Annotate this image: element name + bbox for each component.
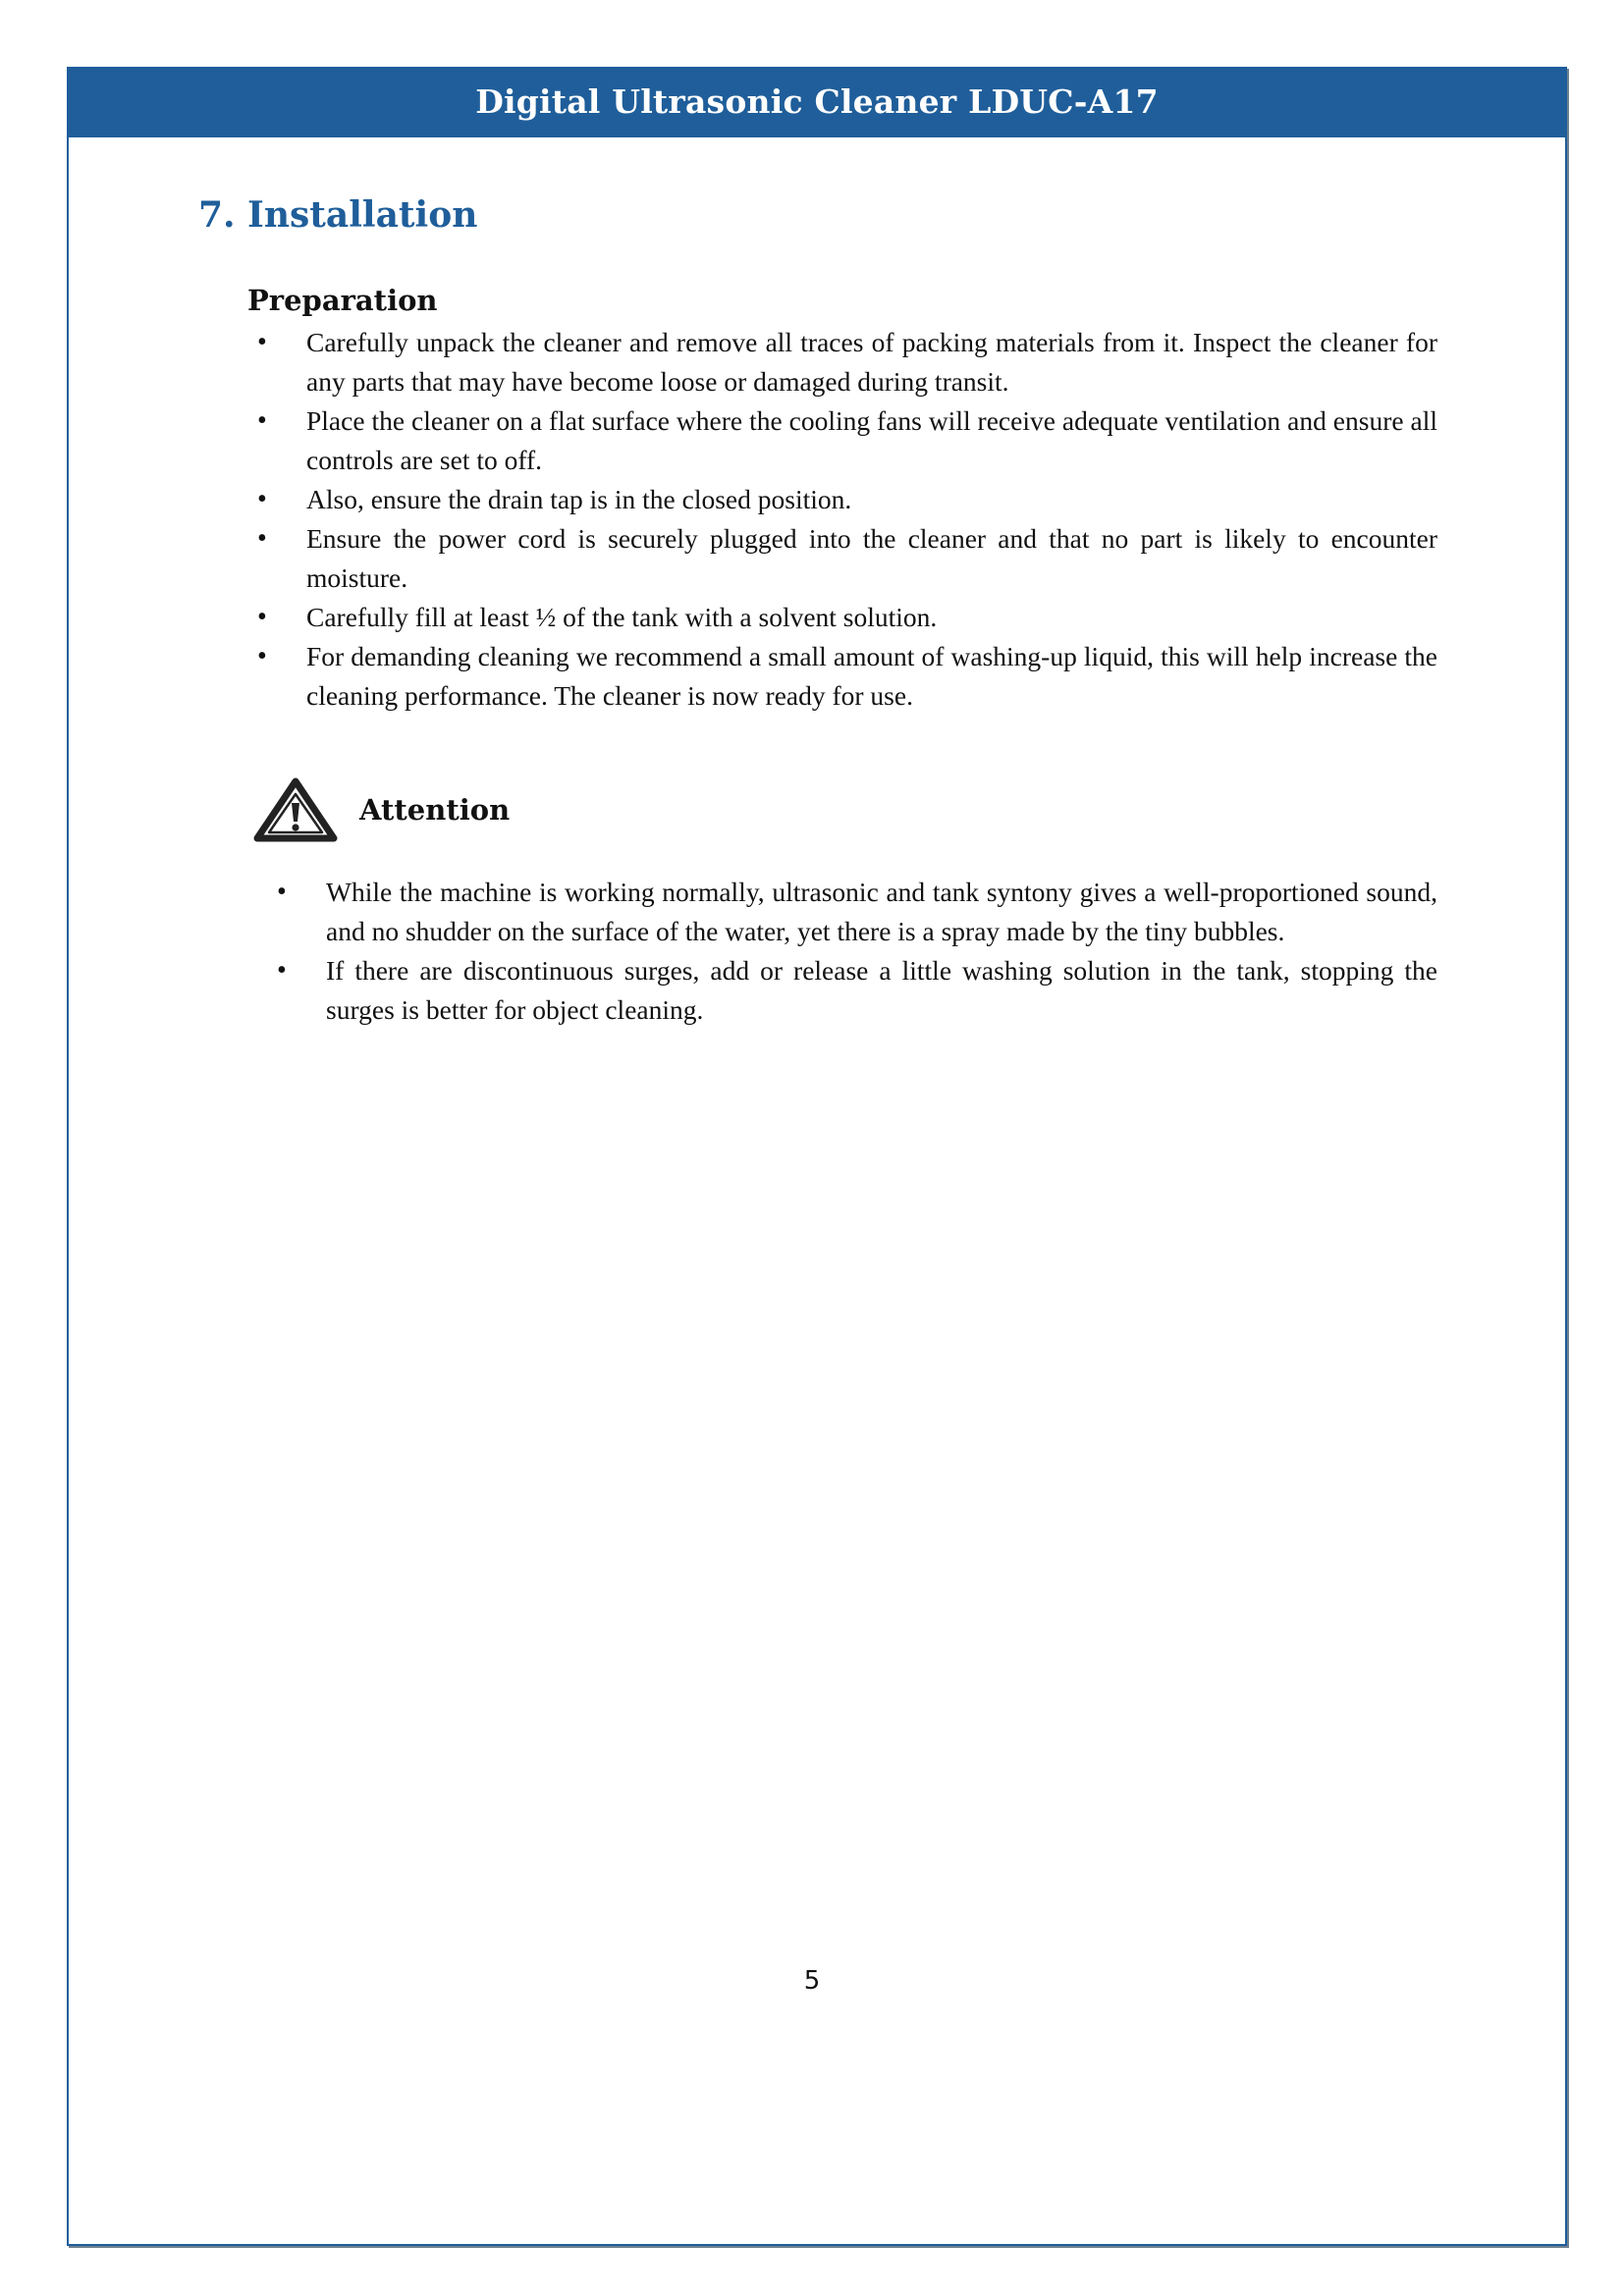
list-item: [247, 401, 1437, 480]
list-item: [247, 519, 1437, 598]
list-item: [267, 951, 1437, 1030]
bullet-icon: •: [257, 327, 267, 357]
list-item: [267, 873, 1437, 951]
warning-triangle-icon: [253, 777, 338, 842]
list-item-text: While the machine is working normally, ultrasonic and tank syntony gives a well-proportioned sound, and no shudder on the surface of the water, yet there is a spray made by the tiny bubbles.: [326, 877, 1437, 946]
document-header: [67, 67, 1567, 137]
section-title: Installation: [247, 194, 478, 236]
bullet-icon: •: [257, 405, 267, 436]
bullet-icon: •: [277, 877, 287, 907]
section-heading: [198, 194, 477, 236]
list-item-text: If there are discontinuous surges, add or release a little washing solution in the tank, stopping the surges is better for object cleaning.: [326, 955, 1437, 1025]
list-item-text: Carefully fill at least ½ of the tank with a solvent solution.: [306, 602, 938, 632]
preparation-list: [247, 323, 1437, 716]
bullet-icon: •: [257, 523, 267, 554]
document-title: Digital Ultrasonic Cleaner LDUC-A17: [475, 82, 1159, 121]
page-number: 5: [803, 1966, 821, 1996]
preparation-heading: Preparation: [247, 284, 438, 317]
attention-callout: [253, 775, 510, 844]
list-item: [247, 598, 1437, 637]
list-item: [247, 637, 1437, 716]
attention-list: [267, 873, 1437, 1030]
list-item-text: For demanding cleaning we recommend a small amount of washing-up liquid, this will help increase the cleaning performance. The cleaner is now ready for use.: [306, 641, 1437, 711]
bullet-icon: •: [257, 641, 267, 671]
list-item: [247, 480, 1437, 519]
bullet-icon: •: [277, 955, 287, 986]
section-number: 7.: [198, 194, 236, 236]
bullet-icon: •: [257, 602, 267, 632]
list-item-text: Also, ensure the drain tap is in the closed position.: [306, 484, 852, 514]
list-item-text: Ensure the power cord is securely plugged into the cleaner and that no part is likely to encounter moisture.: [306, 523, 1437, 593]
attention-label: Attention: [359, 793, 511, 827]
list-item-text: Carefully unpack the cleaner and remove all traces of packing materials from it. Inspect the cleaner for any parts that may have become loose or damaged during transit.: [306, 327, 1437, 397]
list-item: [247, 323, 1437, 401]
list-item-text: Place the cleaner on a flat surface where the cooling fans will receive adequate ventilation and ensure all controls are set to off.: [306, 405, 1437, 475]
bullet-icon: •: [257, 484, 267, 514]
